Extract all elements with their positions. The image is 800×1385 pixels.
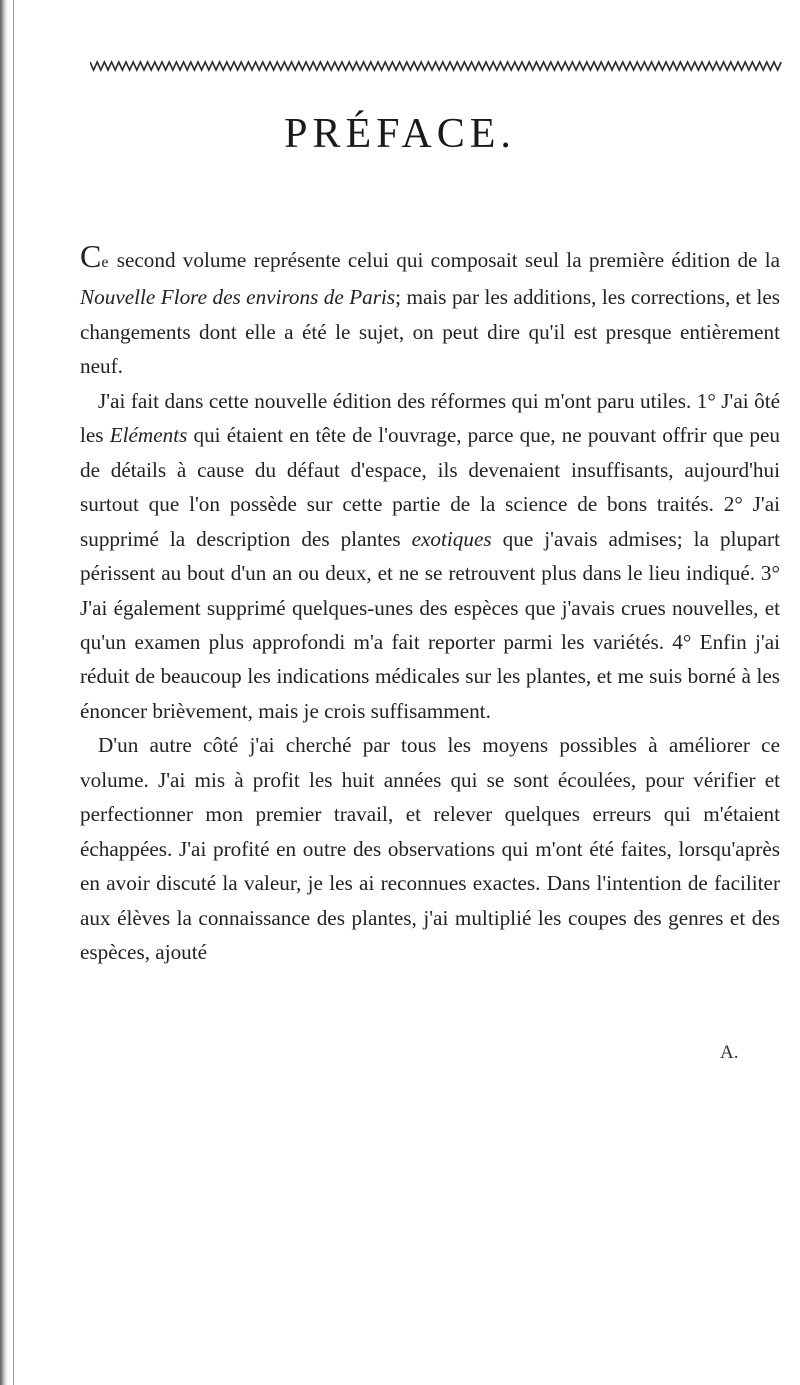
paragraph-text: qui étaient en tête de l'ouvrage, parce que, ne pouvant offrir que peu de détails à cause du défaut d'espace, ils devenaient insuffisants, aujourd'hui surtout que l'on possède sur cette partie de la science de bons traités. 2° J'ai supprimé la description des plantes	[80, 423, 780, 551]
preface-body	[80, 240, 780, 970]
emphasized-term: Eléments	[109, 423, 188, 448]
first-word-rest: e	[101, 254, 110, 271]
paragraph-1	[80, 240, 780, 384]
emphasized-term: exotiques	[411, 526, 492, 551]
paragraph-text: que j'avais admises; la plupart périssent au bout d'un an ou deux, et ne se retrouvent plus dans le lieu indiqué. 3° J'ai également supprimé quelques-unes des espèces que j'avais crues nouvelles, et qu'un examen plus approfondi m'a fait reporter parmi les variétés. 4° Enfin j'ai réduit de beaucoup les indications médicales sur les plantes, et me suis borné à les énoncer brièvement, mais je crois suffisamment.	[80, 526, 780, 723]
paragraph-text: second volume représente celui qui composait seul la première édition de la	[109, 248, 780, 272]
paragraph-2	[80, 384, 780, 729]
paragraph-text: D'un autre côté j'ai cherché par tous les moyens possibles à améliorer ce volume. J'ai mis à profit les huit années qui se sont écoulées, pour vérifier et perfectionner mon premier travail, et relever quelques erreurs qui m'étaient échappées. J'ai profité en outre des observations qui m'ont été faites, lorsqu'après en avoir discuté la valeur, je les ai reconnues exactes. Dans l'intention de faciliter aux élèves la connaissance des plantes, j'ai multiplié les coupes des genres et des espèces, ajouté	[80, 733, 780, 965]
page-signature-mark: A.	[720, 1042, 739, 1063]
paragraph-3	[80, 728, 780, 969]
page-binding-line	[13, 0, 14, 1385]
page-title: PRÉFACE.	[284, 111, 516, 157]
book-title: Nouvelle Flore des environs de Paris	[80, 285, 396, 310]
paragraph-text: ; mais par les additions, les corrections, et les changements dont elle a été le sujet, on peut dire qu'il est presque entièrement neuf.	[80, 285, 780, 379]
paragraph-text: J'ai fait dans cette nouvelle édition des réformes qui m'ont paru utiles. 1° J'ai ôté les	[80, 388, 780, 448]
page-binding-edge	[0, 0, 8, 1385]
decorative-wave-rule	[90, 55, 784, 77]
drop-cap-letter: C	[80, 238, 102, 274]
